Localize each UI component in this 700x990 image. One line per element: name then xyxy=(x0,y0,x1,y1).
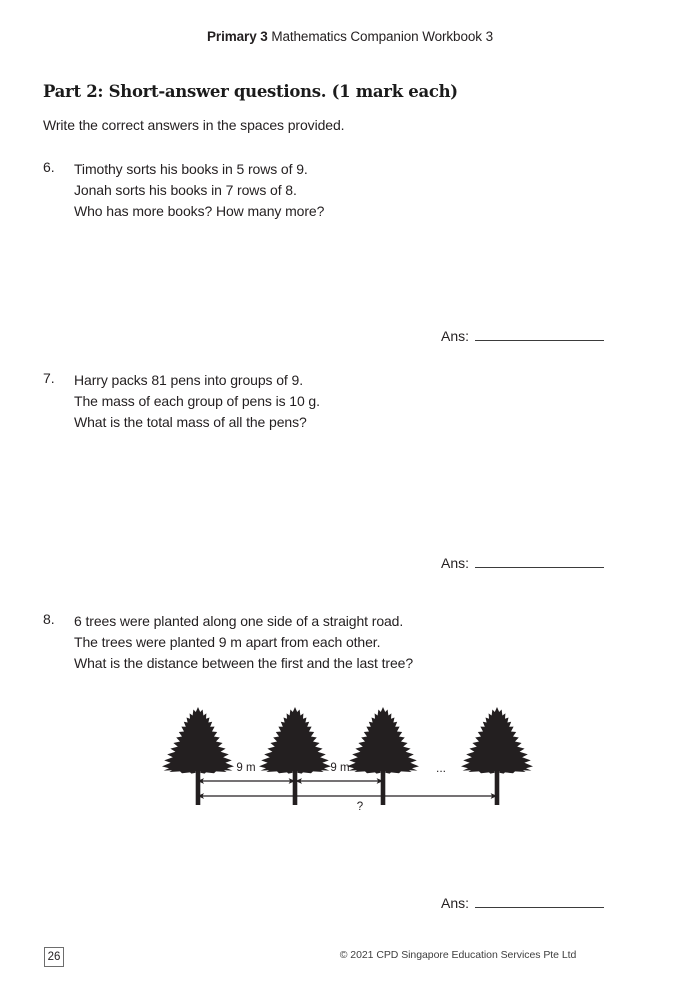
question-6-number: 6. xyxy=(43,159,55,175)
answer-rule-6[interactable] xyxy=(475,340,604,341)
question-6-body xyxy=(74,159,623,222)
question-8-line-3: What is the distance between the first and the last tree? xyxy=(74,655,414,671)
tree-icon-4 xyxy=(461,707,533,805)
answer-field-6[interactable] xyxy=(441,328,604,344)
trees-along-road-diagram xyxy=(160,665,560,810)
answer-label-8: Ans: xyxy=(441,895,470,911)
answer-label-7: Ans: xyxy=(441,555,470,571)
running-header-bold: Primary 3 xyxy=(207,29,268,44)
page-number: 26 xyxy=(44,947,64,967)
question-6-line-3: Who has more books? How many more? xyxy=(74,203,325,219)
question-8-line-2: The trees were planted 9 m apart from each other. xyxy=(74,634,381,650)
running-header xyxy=(0,29,700,44)
question-7-line-2: The mass of each group of pens is 10 g. xyxy=(74,393,320,409)
answer-rule-7[interactable] xyxy=(475,567,604,568)
question-8-line-1: 6 trees were planted along one side of a straight road. xyxy=(74,613,404,629)
total-distance-label: ? xyxy=(356,801,364,810)
question-7 xyxy=(43,370,623,433)
answer-field-8[interactable] xyxy=(441,895,604,911)
question-6-line-2: Jonah sorts his books in 7 rows of 8. xyxy=(74,182,297,198)
answer-rule-8[interactable] xyxy=(475,907,604,908)
answer-field-7[interactable] xyxy=(441,555,604,571)
question-7-line-3: What is the total mass of all the pens? xyxy=(74,414,307,430)
tree-icon-2 xyxy=(259,707,331,805)
question-7-number: 7. xyxy=(43,370,55,386)
question-6 xyxy=(43,159,623,222)
running-header-rest: Mathematics Companion Workbook 3 xyxy=(267,29,493,44)
answer-label-6: Ans: xyxy=(441,328,470,344)
part-instruction: Write the correct answers in the spaces provided. xyxy=(43,117,345,133)
question-7-line-1: Harry packs 81 pens into groups of 9. xyxy=(74,372,303,388)
gap-label-1: 9 m xyxy=(236,762,256,774)
tree-icon-1 xyxy=(162,707,234,805)
part-heading: Part 2: Short-answer questions. (1 mark each) xyxy=(43,82,458,101)
question-7-body xyxy=(74,370,623,433)
copyright-notice: © 2021 CPD Singapore Education Services Pte Ltd xyxy=(339,949,577,961)
ellipsis-label: ... xyxy=(435,761,447,775)
question-8-number: 8. xyxy=(43,611,55,627)
gap-label-2: 9 m xyxy=(330,762,350,774)
tree-icon-3 xyxy=(347,707,419,805)
question-6-line-1: Timothy sorts his books in 5 rows of 9. xyxy=(74,161,308,177)
